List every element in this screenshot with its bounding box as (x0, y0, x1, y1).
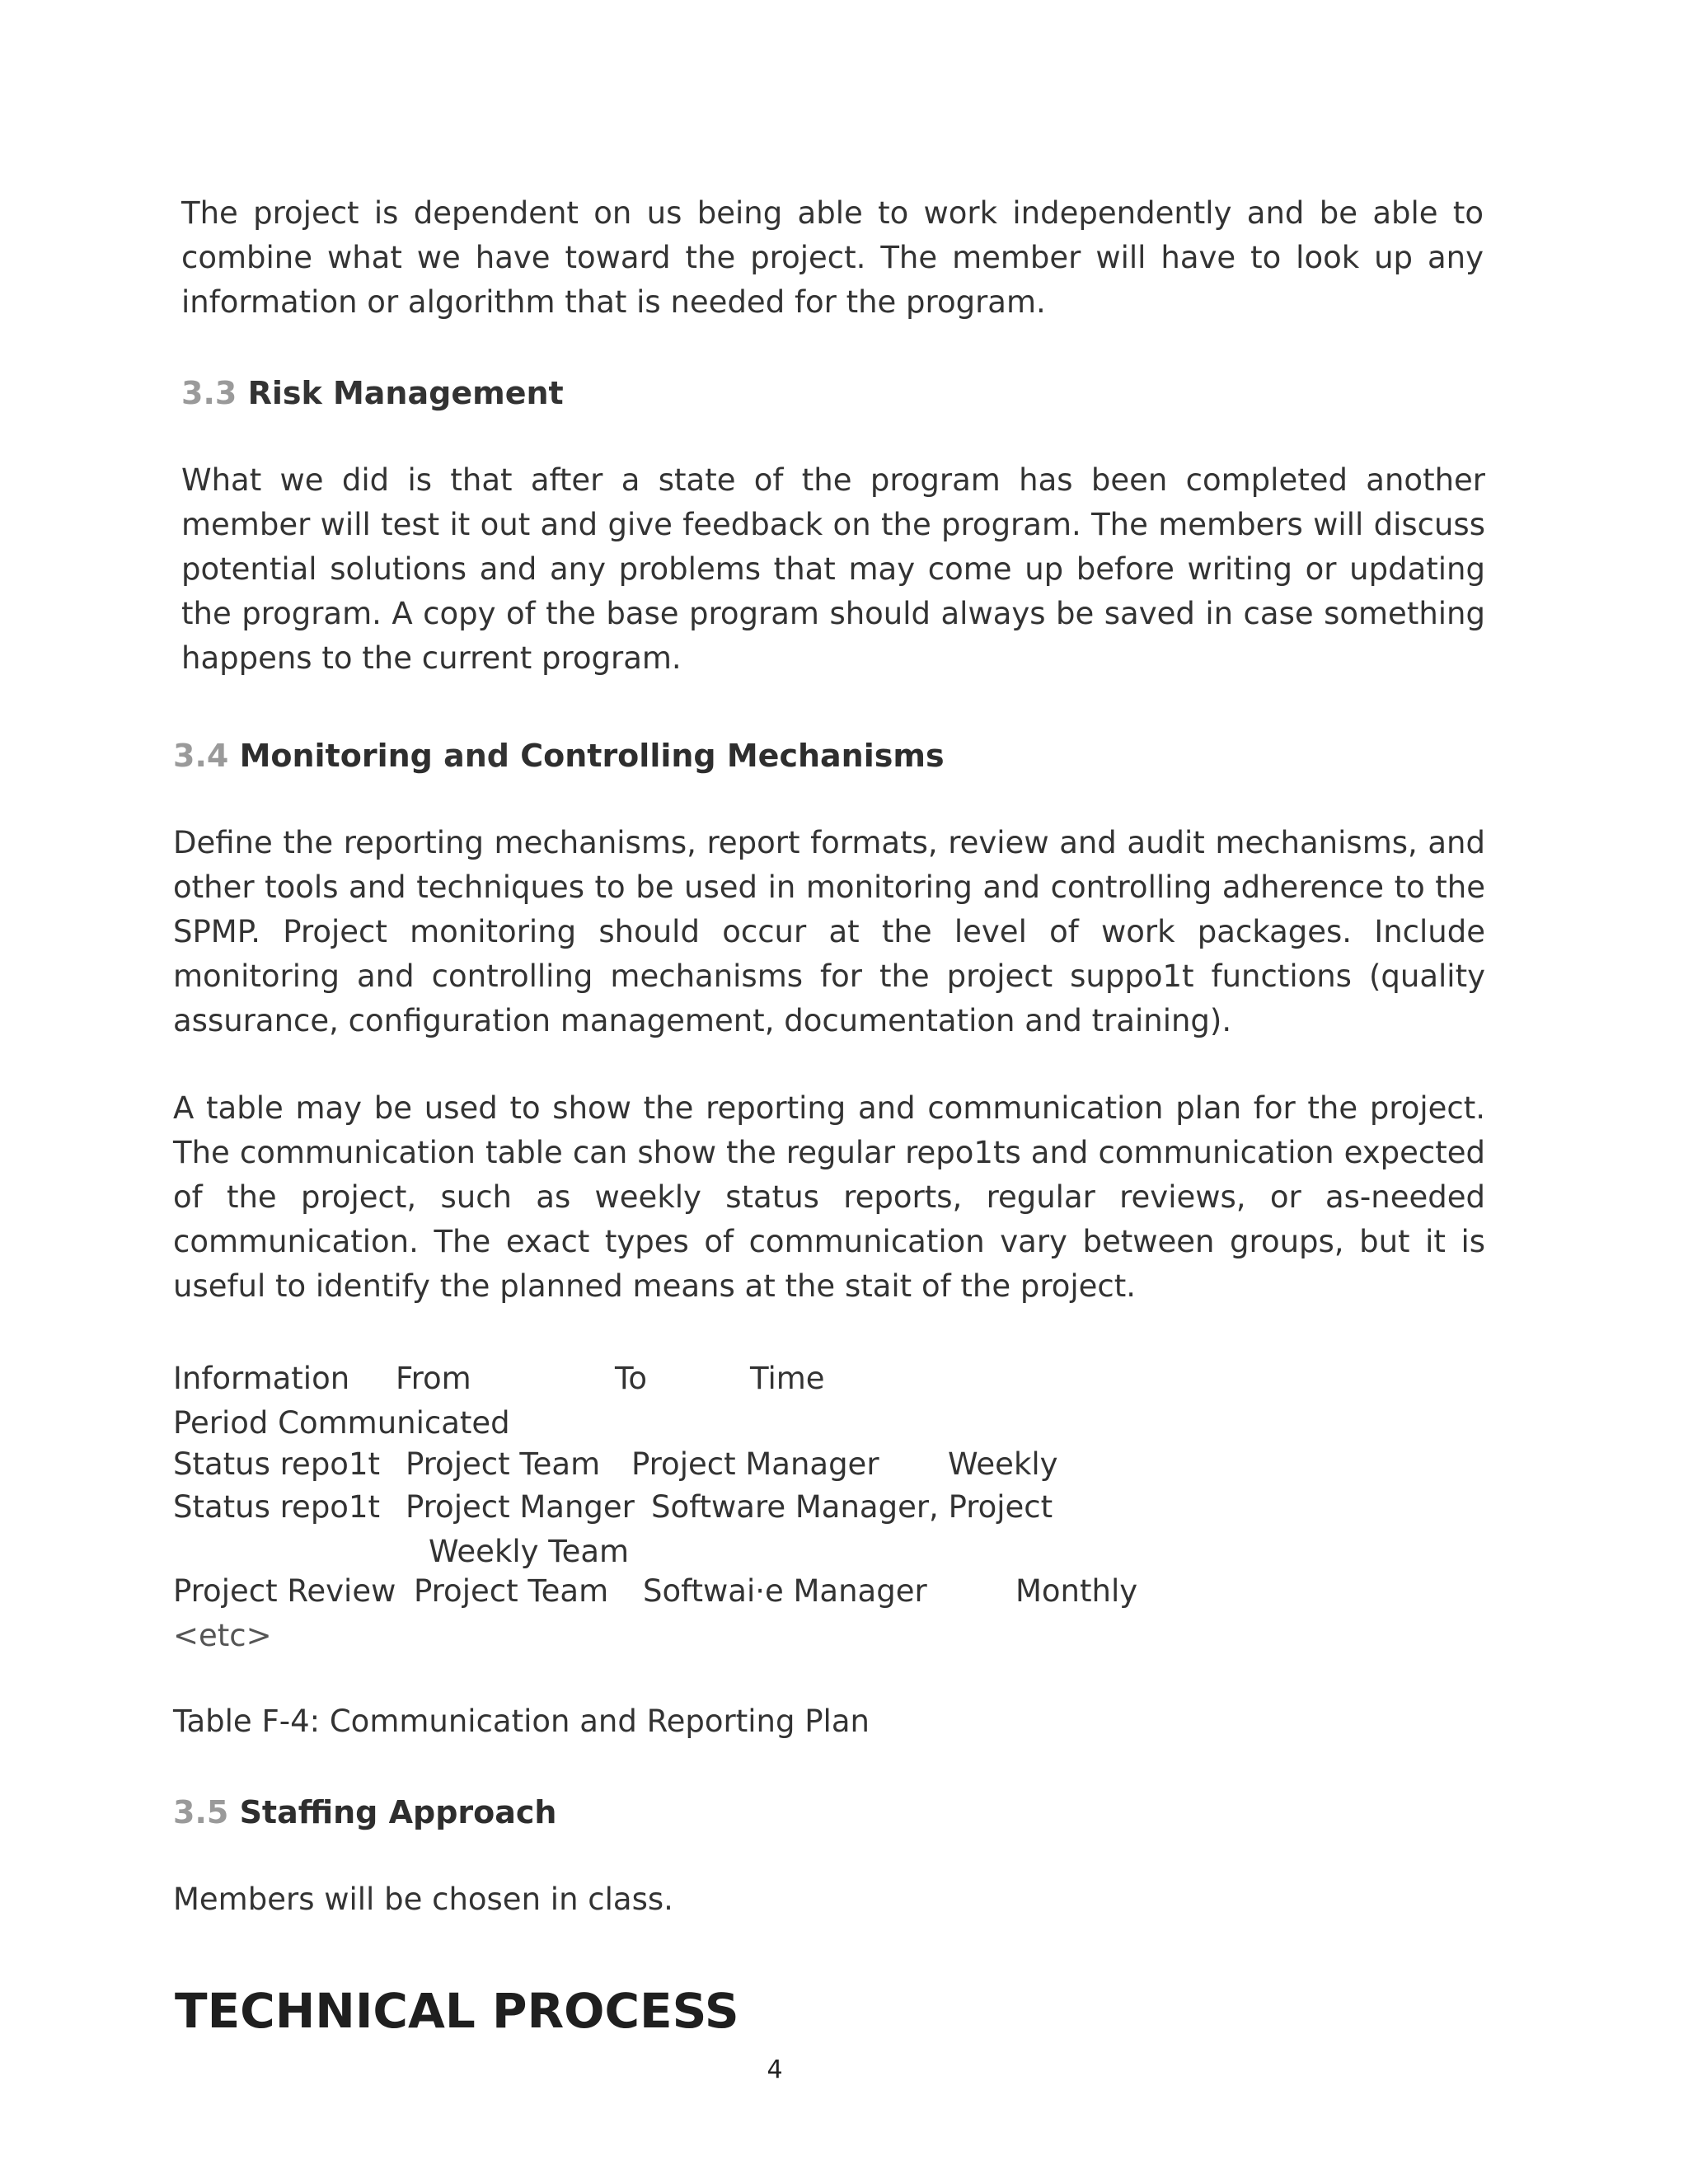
row1-period: Weekly (948, 1446, 1058, 1482)
technical-process-heading: TECHNICAL PROCESS (175, 1983, 739, 2039)
section-title-part2: Controlling Mechanisms (520, 738, 945, 774)
row3-to: Softwai·e Manager (643, 1573, 927, 1609)
section-title-and: and (443, 738, 509, 774)
header-period: Period Communicated (173, 1405, 510, 1441)
staffing-paragraph: Members will be chosen in class. (173, 1882, 673, 1917)
section-number: 3.4 (173, 738, 229, 774)
row2-to: Software Manager, Project (651, 1489, 1053, 1525)
section-3-4-heading (173, 733, 945, 778)
row3-period: Monthly (1015, 1573, 1138, 1609)
communication-paragraph: A table may be used to show the reporting and communication plan for the project. The communication table can show the regular repo1ts and communication expected of the project, such as weekly status reports, regular reviews, or as-needed communication. The exact types of communication vary between groups, but it is useful to identify the planned means at the stait of the project. (173, 1090, 1485, 1304)
row3-from: Project Team (414, 1573, 609, 1609)
row1-to: Project Manager (631, 1446, 879, 1482)
header-to: To (615, 1361, 647, 1396)
row2-continuation: Weekly Team (429, 1534, 630, 1569)
section-3-5-heading (173, 1790, 556, 1835)
page-number: 4 (767, 2055, 783, 2084)
section-number: 3.3 (181, 375, 237, 411)
section-number: 3.5 (173, 1794, 229, 1830)
section-3-3-heading (181, 371, 564, 415)
row2-information: Status repo1t (173, 1489, 380, 1525)
row1-from: Project Team (406, 1446, 601, 1482)
section-title: Staffing Approach (239, 1794, 557, 1830)
table-caption: Table F-4: Communication and Reporting Plan (173, 1704, 870, 1739)
risk-management-paragraph: What we did is that after a state of the program has been completed another member will test it out and give feedback on the program. The members will discuss potential solutions and any problems that may come up before writing or updating the program. A copy of the base program should always be saved in case something happens to the current program. (181, 462, 1485, 676)
header-information: Information (173, 1361, 350, 1396)
row3-information: Project Review (173, 1573, 396, 1609)
intro-paragraph: The project is dependent on us being able to work independently and be able to combine what we have toward the project. The member will have to look up any information or algorithm that is needed for the program. (181, 195, 1484, 320)
monitoring-paragraph: Define the reporting mechanisms, report formats, review and audit mechanisms, and other tools and techniques to be used in monitoring and controlling adherence to the SPMP. Project monitoring should occur at the level of work packages. Include monitoring and controlling mechanisms for the project suppo1t functions (quality assurance, configuration management, documentation and training). (173, 825, 1485, 1038)
table-etc: <etc> (173, 1618, 272, 1653)
section-title: Risk Management (247, 375, 564, 411)
row2-from: Project Manger (406, 1489, 635, 1525)
row1-information: Status repo1t (173, 1446, 380, 1482)
header-time: Time (750, 1361, 825, 1396)
section-title-part1: Monitoring (239, 738, 433, 774)
header-from: From (396, 1361, 471, 1396)
